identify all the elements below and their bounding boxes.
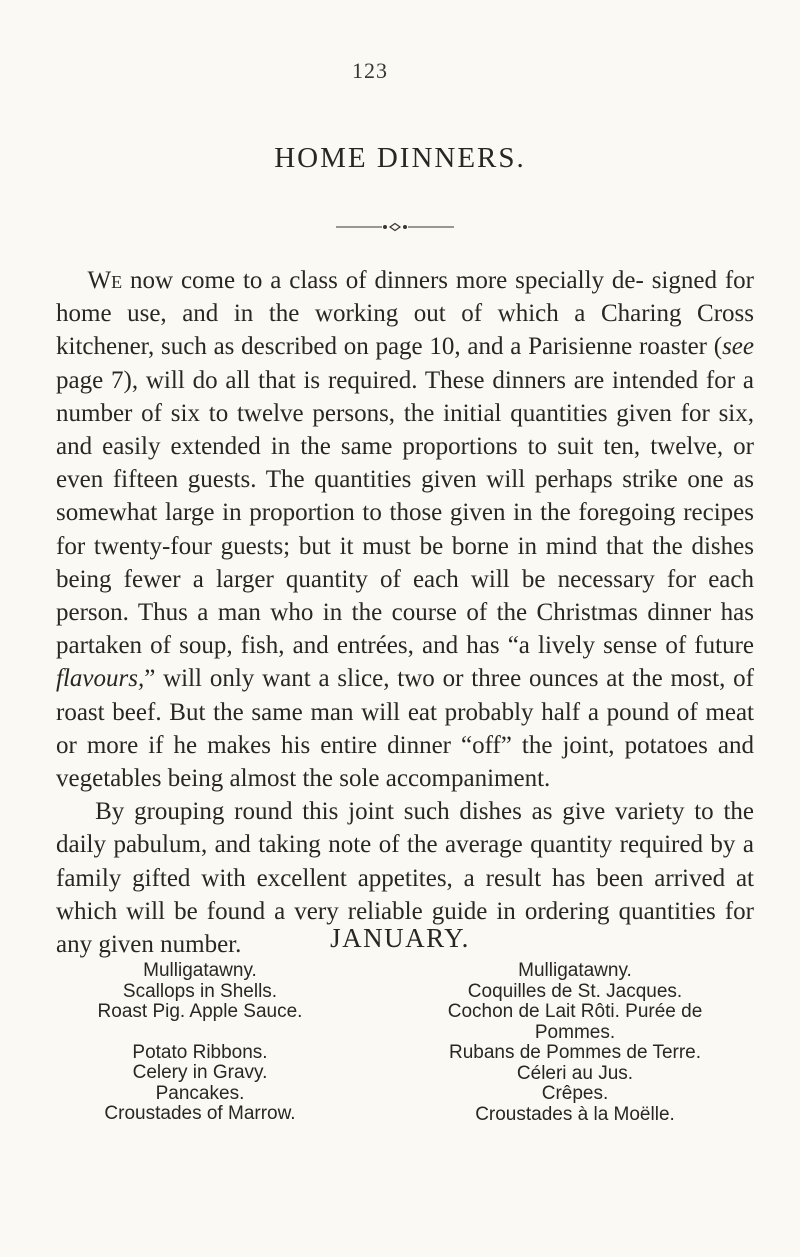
menu-item-english: Roast Pig. Apple Sauce. [97, 1001, 303, 1022]
see-italic: see [722, 333, 754, 361]
menu-item-french: Pommes. [534, 1021, 616, 1043]
menu-item-english: Mulligatawny. [143, 960, 257, 981]
paragraph-2-text: By grouping round this joint such dishes as give variety to the daily pabulum, and taking note of the average quantity required by a family gifted with excellent appetites, a result has been arrived at which will be found a very reliable guide in ordering quantities for any given number. [56, 798, 755, 959]
paragraph-1-part-c: ” will only want a slice, two or three ounces at the most, of roast beef. But the same man will eat probably half a pound of meat or more if he makes his entire dinner “off” the joint, potatoes and vegetables being almost the sole accompaniment. [56, 665, 754, 793]
paragraph-1-part-a: now come to a class of dinners more specially de- signed for home use, and in the working out of which a Charing Cross kitchener, such as described on page 10, and a Parisienne roaster ( [56, 267, 755, 361]
page-title: HOME DINNERS. [274, 142, 526, 174]
menu-french-column [400, 961, 750, 1125]
menu-item-english: Croustades of Marrow. [104, 1103, 296, 1124]
menu-english-column [55, 961, 345, 1125]
menu-item-english: Pancakes. [155, 1082, 245, 1104]
menu-item-french: Mulligatawny. [518, 960, 632, 981]
menu-item-french: Crêpes. [541, 1083, 609, 1104]
menu-item-english: Potato Ribbons. [132, 1041, 268, 1063]
menu-item-french: Croustades à la Moëlle. [475, 1103, 675, 1125]
menu-item-english: Celery in Gravy. [132, 1062, 268, 1083]
menu-item-french: Cochon de Lait Rôti. Purée de [447, 1001, 703, 1022]
lead-word: We [87, 267, 123, 294]
menu-item-french: Céleri au Jus. [516, 1062, 634, 1084]
flavours-italic: flavours, [56, 665, 145, 693]
menu-item-english: Scallops in Shells. [122, 980, 278, 1002]
page-number: 123 [352, 58, 388, 83]
paragraph-1 [56, 264, 754, 795]
menu-spacer [55, 1023, 345, 1043]
menu-month-heading: JANUARY. [330, 923, 470, 953]
menu-item-french: Rubans de Pommes de Terre. [448, 1042, 702, 1063]
menu-item-french: Coquilles de St. Jacques. [467, 980, 683, 1002]
body-text [56, 264, 754, 961]
paragraph-1-part-b: page 7), will do all that is required. These dinners are intended for a number of six to twelve persons, the initial quantities given for six, and easily extended in the same proportions to suit ten, twelve, or even fifteen guests. The quantities given will perhaps strike one as somewhat large in proportion to those given in the foregoing recipes for twenty-four guests; but it must be borne in mind that the dishes being fewer a larger quantity of each will be necessary for each person. Thus a man who in the course of the Christmas dinner has partaken of soup, fish, and entrées, and has “a lively sense of future [56, 366, 754, 660]
divider-ornament-icon [336, 222, 454, 232]
